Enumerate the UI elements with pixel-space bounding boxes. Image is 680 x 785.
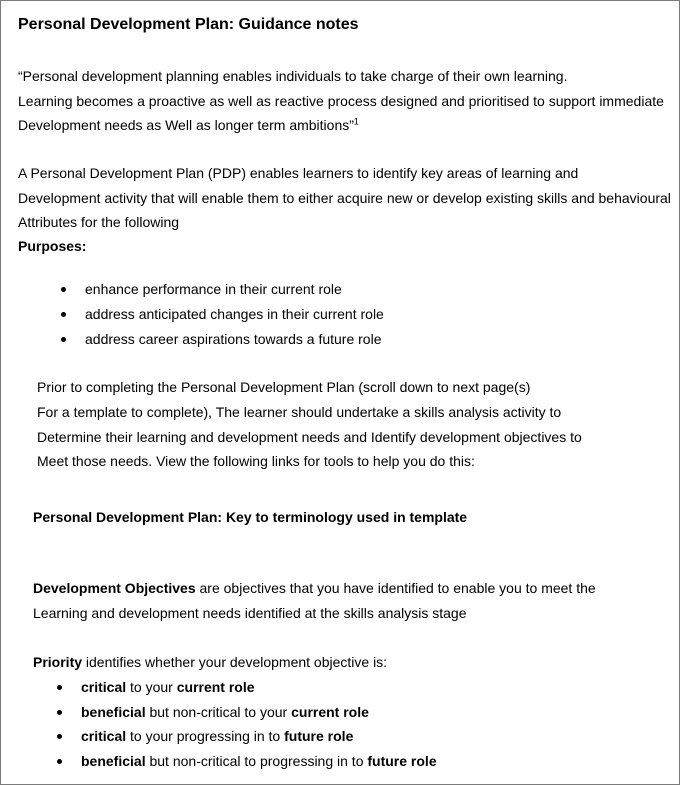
prior-line-1: Prior to completing the Personal Development Plan (scroll down to next page(s) <box>37 379 531 395</box>
page-title: Personal Development Plan: Guidance notes <box>18 16 359 33</box>
prior-line-4: Meet those needs. View the following links for tools to help you do this: <box>37 453 475 469</box>
quote-line-3-text: Development needs as Well as longer term ambitions” <box>18 117 354 133</box>
priority-role: future role <box>367 753 437 769</box>
purpose-item-text: address career aspirations towards a future role <box>85 331 382 347</box>
dev-objectives-text: are objectives that you have identified to enable you to meet the <box>195 580 596 596</box>
priority-connector: but non-critical to progressing in to <box>145 753 368 769</box>
priority-role: future role <box>284 728 354 744</box>
priority-item-text <box>81 727 353 745</box>
bullet-icon <box>57 759 62 764</box>
bullet-icon <box>61 312 66 317</box>
priority-level: critical <box>81 728 127 744</box>
pdp-line-1: A Personal Development Plan (PDP) enables learners to identify key areas of learning and <box>18 165 579 181</box>
dev-objectives-term: Development Objectives <box>33 580 196 596</box>
priority-role: current role <box>291 704 369 720</box>
priority-level: beneficial <box>81 704 146 720</box>
footnote-marker: 1 <box>353 116 359 127</box>
priority-text: identifies whether your development objective is: <box>82 654 388 670</box>
key-heading: Personal Development Plan: Key to terminology used in template <box>33 509 468 525</box>
priority-item-text <box>81 678 255 696</box>
priority-connector: to your progressing in to <box>126 728 285 744</box>
priority-level: beneficial <box>81 753 146 769</box>
bullet-icon <box>61 337 66 342</box>
priority-level: critical <box>81 679 127 695</box>
prior-line-3: Determine their learning and development needs and Identify development objectives to <box>37 429 582 445</box>
priority-item-text <box>81 703 369 721</box>
pdp-line-2: Development activity that will enable them to either acquire new or develop existing skills and behavioural <box>18 190 671 206</box>
priority-connector: to your <box>126 679 177 695</box>
priority-term: Priority <box>33 654 83 670</box>
priority-role: current role <box>176 679 255 695</box>
priority-intro <box>33 653 387 671</box>
quote-line-1: “Personal development planning enables individuals to take charge of their own learning. <box>18 68 568 84</box>
pdp-line-3: Attributes for the following <box>18 214 180 230</box>
dev-objectives-line-1 <box>33 579 596 597</box>
bullet-icon <box>61 287 66 292</box>
purpose-item-text: enhance performance in their current role <box>85 281 342 297</box>
quote-line-3 <box>18 116 359 134</box>
purpose-item-text: address anticipated changes in their current role <box>85 306 384 322</box>
bullet-icon <box>57 685 62 690</box>
purposes-label: Purposes: <box>18 238 87 254</box>
priority-item-text <box>81 752 437 770</box>
prior-line-2: For a template to complete), The learner should undertake a skills analysis activity to <box>37 404 562 420</box>
dev-objectives-line-2: Learning and development needs identified at the skills analysis stage <box>33 605 467 621</box>
bullet-icon <box>57 734 62 739</box>
quote-line-2: Learning becomes a proactive as well as reactive process designed and prioritised to support immediate <box>18 93 664 109</box>
bullet-icon <box>57 710 62 715</box>
priority-connector: but non-critical to your <box>145 704 292 720</box>
